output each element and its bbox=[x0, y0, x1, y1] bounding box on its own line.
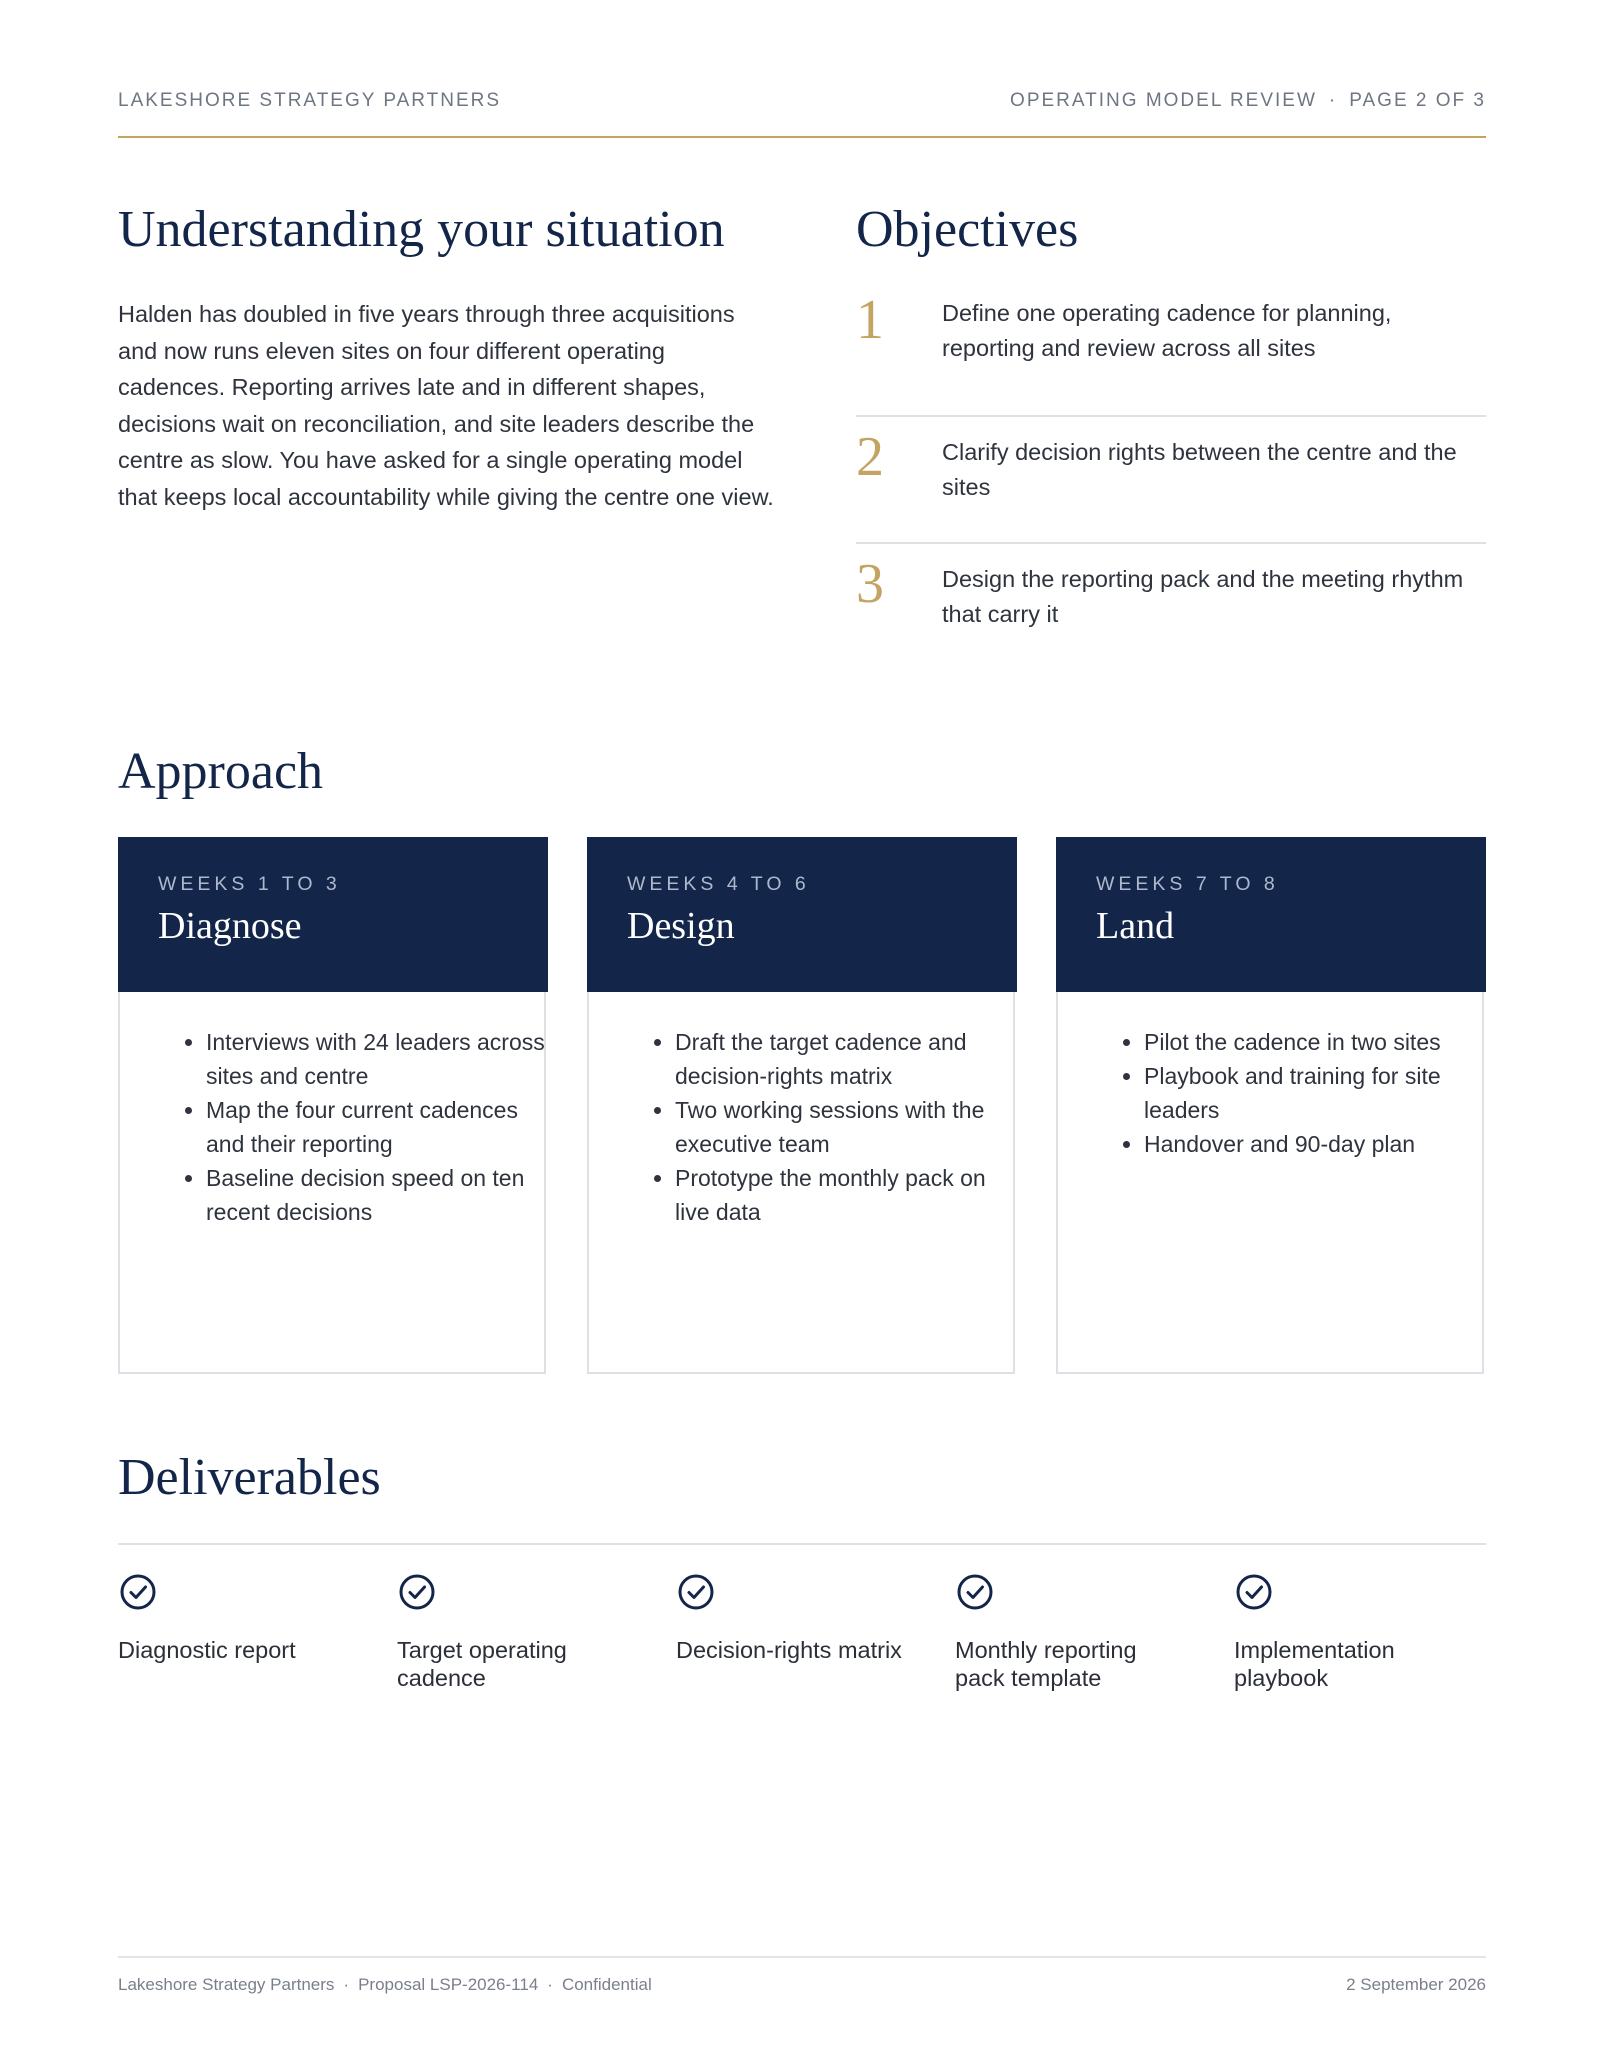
deliverable-label: Implementation playbook bbox=[1234, 1637, 1395, 1691]
header-doc-info bbox=[1010, 90, 1486, 112]
footer-separator: · bbox=[547, 1975, 553, 1994]
deliverables-list bbox=[118, 1574, 1486, 1704]
phase-activity: • Pilot the cadence in two sites bbox=[1144, 1025, 1484, 1059]
page-header bbox=[118, 90, 1486, 114]
check-circle-icon bbox=[120, 1574, 156, 1610]
deliverable-label: Target operating cadence bbox=[397, 1637, 567, 1691]
phase-activity: • Prototype the monthly pack on live data bbox=[675, 1161, 1015, 1229]
situation-heading: Understanding your situation bbox=[118, 201, 725, 258]
footer-classification: Confidential bbox=[561, 1975, 652, 1994]
phase-weeks: WEEKS 4 TO 6 bbox=[627, 873, 810, 895]
check-circle-icon bbox=[1236, 1574, 1272, 1610]
phase-header bbox=[118, 837, 548, 992]
phase-card-design bbox=[587, 837, 1015, 1374]
phase-activity: • Two working sessions with the executive team bbox=[675, 1093, 1015, 1161]
header-divider bbox=[118, 136, 1486, 138]
header-doc-title: OPERATING MODEL REVIEW bbox=[1010, 90, 1317, 111]
objective-number: 3 bbox=[856, 553, 884, 615]
check-circle-icon bbox=[399, 1574, 435, 1610]
phase-activity: • Map the four current cadences and their reporting bbox=[206, 1093, 546, 1161]
phase-weeks: WEEKS 7 TO 8 bbox=[1096, 873, 1279, 895]
check-circle-icon bbox=[678, 1574, 714, 1610]
approach-heading: Approach bbox=[118, 743, 324, 800]
phase-activity: • Handover and 90-day plan bbox=[1144, 1127, 1484, 1161]
approach-phases bbox=[118, 837, 1486, 1377]
deliverable-label: Diagnostic report bbox=[118, 1637, 296, 1663]
objectives-list bbox=[856, 290, 1486, 669]
phase-name: Design bbox=[627, 905, 735, 947]
phase-activity: • Interviews with 24 leaders across sites and centre bbox=[206, 1025, 546, 1093]
footer-firm-name: Lakeshore Strategy Partners bbox=[118, 1975, 335, 1994]
header-page-number: PAGE 2 OF 3 bbox=[1349, 90, 1486, 111]
phase-card-land bbox=[1056, 837, 1484, 1374]
phase-name: Land bbox=[1096, 905, 1175, 947]
footer-divider bbox=[118, 1956, 1486, 1958]
phase-activity-list bbox=[1124, 1025, 1484, 1161]
deliverable-label: Monthly reporting pack template bbox=[955, 1637, 1137, 1691]
check-circle-icon bbox=[957, 1574, 993, 1610]
objective-item bbox=[856, 417, 1486, 544]
objective-number: 2 bbox=[856, 426, 884, 488]
header-separator: · bbox=[1328, 90, 1338, 111]
objective-text: Design the reporting pack and the meeting rhythm that carry it bbox=[942, 566, 1464, 627]
situation-body: Halden has doubled in five years through three acquisitions and now runs eleven sites on four different operating cadences. Reporting arrives late and in different shapes, decisions wait on reconciliation, and site leaders describe the centre as slow. You have asked for a single operating model that keeps local accountability while giving the centre one view. bbox=[118, 301, 774, 510]
phase-activity: • Playbook and training for site leaders bbox=[1144, 1059, 1484, 1127]
phase-activity: • Baseline decision speed on ten recent decisions bbox=[206, 1161, 546, 1229]
objective-item bbox=[856, 544, 1486, 669]
deliverables-divider bbox=[118, 1543, 1486, 1545]
objective-item bbox=[856, 290, 1486, 417]
objective-text: Clarify decision rights between the centre and the sites bbox=[942, 439, 1457, 500]
objective-text: Define one operating cadence for planning, reporting and review across all sites bbox=[942, 300, 1392, 361]
footer-separator: · bbox=[343, 1975, 350, 1994]
deliverables-heading: Deliverables bbox=[118, 1449, 381, 1506]
phase-name: Diagnose bbox=[158, 905, 302, 947]
footer-proposal-id: Proposal LSP-2026-114 bbox=[358, 1975, 539, 1994]
phase-activity: • Draft the target cadence and decision-rights matrix bbox=[675, 1025, 1015, 1093]
phase-activity-list bbox=[655, 1025, 1015, 1229]
deliverable-label: Decision-rights matrix bbox=[676, 1637, 902, 1663]
proposal-page bbox=[118, 0, 1486, 2071]
footer-date: 2 September 2026 bbox=[1346, 1975, 1486, 1994]
phase-header bbox=[1056, 837, 1486, 992]
phase-header bbox=[587, 837, 1017, 992]
footer-info bbox=[118, 1975, 652, 1995]
phase-card-diagnose bbox=[118, 837, 546, 1374]
objectives-heading: Objectives bbox=[856, 201, 1079, 258]
header-firm-name: LAKESHORE STRATEGY PARTNERS bbox=[118, 90, 502, 111]
phase-activity-list bbox=[186, 1025, 546, 1229]
objective-number: 1 bbox=[856, 289, 884, 351]
phase-weeks: WEEKS 1 TO 3 bbox=[158, 873, 341, 895]
